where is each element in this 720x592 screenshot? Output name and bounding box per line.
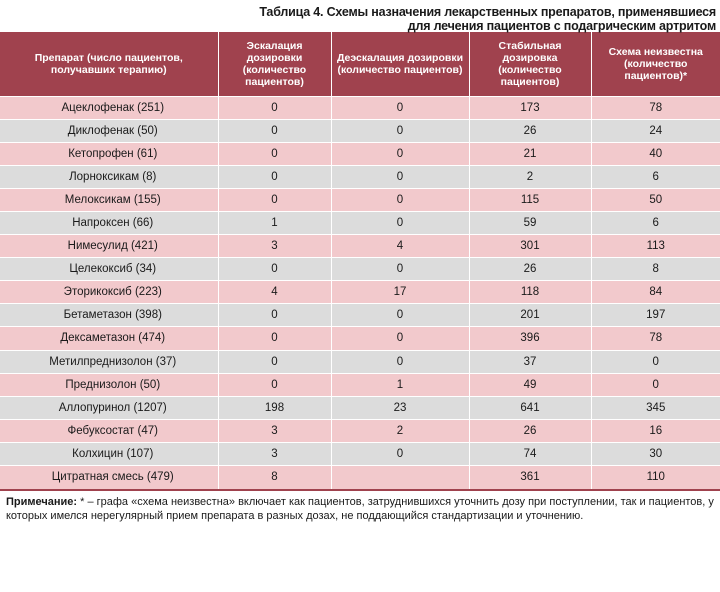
drug-cell: Эторикоксиб (223) — [0, 281, 218, 304]
table-row — [0, 119, 720, 142]
escalation-cell: 8 — [218, 466, 331, 489]
unknown-cell: 40 — [591, 142, 720, 165]
deescalation-cell: 0 — [331, 442, 469, 465]
drug-cell: Лорноксикам (8) — [0, 165, 218, 188]
drug-cell: Цитратная смесь (479) — [0, 466, 218, 489]
unknown-cell: 0 — [591, 350, 720, 373]
drug-cell: Мелоксикам (155) — [0, 188, 218, 211]
escalation-cell: 0 — [218, 304, 331, 327]
deescalation-cell: 4 — [331, 235, 469, 258]
column-header-stable: Стабильная дозировка (количество пациентов) — [469, 32, 591, 96]
table-row — [0, 304, 720, 327]
column-header-deescalation: Деэскалация дозировки (количество пациентов) — [331, 32, 469, 96]
escalation-cell: 0 — [218, 96, 331, 119]
deescalation-cell: 0 — [331, 188, 469, 211]
unknown-cell: 345 — [591, 396, 720, 419]
stable-cell: 21 — [469, 142, 591, 165]
deescalation-cell: 0 — [331, 142, 469, 165]
escalation-cell: 0 — [218, 373, 331, 396]
stable-cell: 49 — [469, 373, 591, 396]
escalation-cell: 3 — [218, 235, 331, 258]
table-title-line2: для лечения пациентов с подагрическим артритом — [407, 19, 716, 33]
deescalation-cell: 0 — [331, 211, 469, 234]
unknown-cell: 50 — [591, 188, 720, 211]
stable-cell: 396 — [469, 327, 591, 350]
drug-regimen-table — [0, 32, 720, 489]
drug-cell: Колхицин (107) — [0, 442, 218, 465]
escalation-cell: 4 — [218, 281, 331, 304]
stable-cell: 118 — [469, 281, 591, 304]
unknown-cell: 8 — [591, 258, 720, 281]
drug-cell: Дексаметазон (474) — [0, 327, 218, 350]
drug-cell: Напроксен (66) — [0, 211, 218, 234]
stable-cell: 26 — [469, 119, 591, 142]
table-row — [0, 235, 720, 258]
deescalation-cell: 23 — [331, 396, 469, 419]
table-row — [0, 419, 720, 442]
column-header-drug: Препарат (число пациентов, получавших терапию) — [0, 32, 218, 96]
drug-cell: Целекоксиб (34) — [0, 258, 218, 281]
stable-cell: 201 — [469, 304, 591, 327]
stable-cell: 59 — [469, 211, 591, 234]
unknown-cell: 110 — [591, 466, 720, 489]
unknown-cell: 78 — [591, 96, 720, 119]
table-row — [0, 142, 720, 165]
drug-cell: Фебуксостат (47) — [0, 419, 218, 442]
table-row — [0, 165, 720, 188]
unknown-cell: 24 — [591, 119, 720, 142]
unknown-cell: 6 — [591, 165, 720, 188]
escalation-cell: 0 — [218, 165, 331, 188]
stable-cell: 26 — [469, 258, 591, 281]
unknown-cell: 16 — [591, 419, 720, 442]
footnote — [0, 489, 720, 523]
drug-cell: Аллопуринол (1207) — [0, 396, 218, 419]
table-row — [0, 327, 720, 350]
drug-cell: Метилпреднизолон (37) — [0, 350, 218, 373]
footnote-text: * – графа «схема неизвестна» включает как пациентов, затруднившихся уточнить дозу при поступлении, так и пациентов, у которых имелся нерегулярный прием препарата в разных дозах, не поддающийся стандартизации и уточнению. — [6, 495, 714, 522]
stable-cell: 115 — [469, 188, 591, 211]
table-header-row — [0, 32, 720, 96]
drug-cell: Преднизолон (50) — [0, 373, 218, 396]
deescalation-cell: 0 — [331, 96, 469, 119]
table-title — [0, 0, 720, 33]
unknown-cell: 84 — [591, 281, 720, 304]
column-header-unknown: Схема неизвестна (количество пациентов)* — [591, 32, 720, 96]
table-row — [0, 350, 720, 373]
deescalation-cell: 17 — [331, 281, 469, 304]
drug-cell: Кетопрофен (61) — [0, 142, 218, 165]
column-header-escalation: Эскалация дозировки (количество пациентов) — [218, 32, 331, 96]
escalation-cell: 198 — [218, 396, 331, 419]
stable-cell: 361 — [469, 466, 591, 489]
footnote-label: Примечание: — [6, 495, 78, 508]
unknown-cell: 6 — [591, 211, 720, 234]
drug-cell: Диклофенак (50) — [0, 119, 218, 142]
escalation-cell: 1 — [218, 211, 331, 234]
deescalation-cell: 1 — [331, 373, 469, 396]
stable-cell: 74 — [469, 442, 591, 465]
table-row — [0, 211, 720, 234]
escalation-cell: 0 — [218, 188, 331, 211]
table-title-line1: Таблица 4. Схемы назначения лекарственных препаратов, применявшиеся — [259, 5, 716, 19]
deescalation-cell: 0 — [331, 350, 469, 373]
escalation-cell: 0 — [218, 327, 331, 350]
table-row — [0, 373, 720, 396]
escalation-cell: 0 — [218, 258, 331, 281]
table-row — [0, 466, 720, 489]
deescalation-cell: 0 — [331, 165, 469, 188]
unknown-cell: 78 — [591, 327, 720, 350]
stable-cell: 641 — [469, 396, 591, 419]
table-row — [0, 281, 720, 304]
table-row — [0, 396, 720, 419]
escalation-cell: 3 — [218, 442, 331, 465]
stable-cell: 301 — [469, 235, 591, 258]
table-row — [0, 188, 720, 211]
deescalation-cell: 0 — [331, 327, 469, 350]
unknown-cell: 113 — [591, 235, 720, 258]
unknown-cell: 30 — [591, 442, 720, 465]
stable-cell: 37 — [469, 350, 591, 373]
drug-cell: Бетаметазон (398) — [0, 304, 218, 327]
unknown-cell: 0 — [591, 373, 720, 396]
escalation-cell: 0 — [218, 142, 331, 165]
escalation-cell: 0 — [218, 119, 331, 142]
deescalation-cell — [331, 466, 469, 489]
table-row — [0, 96, 720, 119]
table-row — [0, 442, 720, 465]
deescalation-cell: 0 — [331, 258, 469, 281]
drug-cell: Нимесулид (421) — [0, 235, 218, 258]
unknown-cell: 197 — [591, 304, 720, 327]
table-row — [0, 258, 720, 281]
deescalation-cell: 2 — [331, 419, 469, 442]
escalation-cell: 0 — [218, 350, 331, 373]
stable-cell: 2 — [469, 165, 591, 188]
deescalation-cell: 0 — [331, 304, 469, 327]
escalation-cell: 3 — [218, 419, 331, 442]
stable-cell: 173 — [469, 96, 591, 119]
deescalation-cell: 0 — [331, 119, 469, 142]
drug-cell: Ацеклофенак (251) — [0, 96, 218, 119]
stable-cell: 26 — [469, 419, 591, 442]
